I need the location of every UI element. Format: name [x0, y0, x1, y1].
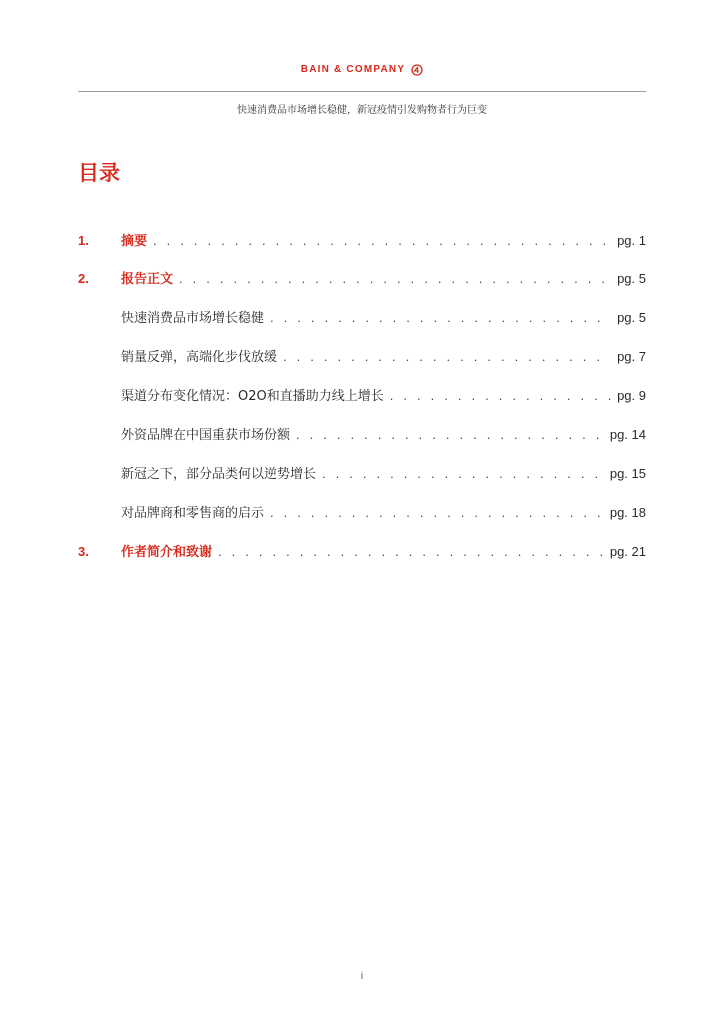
toc-subentry[interactable]	[78, 307, 646, 329]
toc-entry-authors[interactable]	[78, 541, 646, 563]
toc-leader-dots	[390, 385, 611, 407]
toc-entry-label: 销量反弹，高端化步伐放缓	[121, 350, 278, 365]
page-number: i	[360, 971, 364, 982]
toc-entry-page: pg. 5	[617, 271, 646, 286]
toc-entry-number: 3.	[78, 544, 89, 559]
toc-entry-label: 摘要	[121, 234, 148, 249]
toc-entry-label: 作者简介和致谢	[121, 545, 213, 560]
toc-entry-page: pg. 9	[617, 388, 646, 403]
report-subtitle: 快速消费品市场增长稳健，新冠疫情引发购物者行为巨变	[237, 105, 487, 116]
toc-entry-label: 快速消费品市场增长稳健	[121, 311, 265, 326]
toc-subentry[interactable]	[78, 424, 646, 446]
toc-subentry[interactable]	[78, 463, 646, 485]
toc-leader-dots	[179, 268, 611, 290]
toc-entry-page: pg. 21	[609, 544, 646, 559]
toc-leader-dots	[283, 346, 611, 368]
toc-subentry[interactable]	[78, 385, 646, 407]
toc-leader-dots	[296, 424, 604, 446]
toc-entry-number: 2.	[78, 271, 89, 286]
toc-subentry[interactable]	[78, 346, 646, 368]
toc-entry-page: pg. 14	[609, 427, 646, 442]
toc-leader-dots	[270, 307, 611, 329]
brand-name: BAIN & COMPANY	[300, 64, 406, 75]
toc-entry-page: pg. 18	[609, 505, 646, 520]
toc-entry-main-report[interactable]	[78, 268, 646, 290]
toc-leader-dots	[153, 230, 611, 252]
toc-leader-dots	[218, 541, 604, 563]
toc-entry-page: pg. 1	[617, 233, 646, 248]
toc-entry-page: pg. 5	[617, 310, 646, 325]
toc-entry-label: 外资品牌在中国重获市场份额	[121, 428, 291, 443]
toc-title: 目录	[78, 161, 120, 185]
toc-entry-label: 对品牌商和零售商的启示	[121, 506, 265, 521]
bain-logo-icon	[411, 64, 423, 76]
toc-leader-dots	[322, 463, 604, 485]
header-divider	[78, 91, 646, 92]
toc-entry-label: 新冠之下，部分品类何以逆势增长	[121, 467, 317, 482]
toc-entry-label: 渠道分布变化情况：O2O和直播助力线上增长	[121, 389, 384, 404]
toc-entry-page: pg. 7	[617, 349, 646, 364]
toc-subentry[interactable]	[78, 502, 646, 524]
toc-entry-summary[interactable]	[78, 230, 646, 252]
toc-leader-dots	[270, 502, 604, 524]
toc-entry-number: 1.	[78, 233, 89, 248]
toc-entry-label: 报告正文	[121, 272, 174, 287]
brand-header	[0, 63, 724, 77]
toc-entry-page: pg. 15	[609, 466, 646, 481]
